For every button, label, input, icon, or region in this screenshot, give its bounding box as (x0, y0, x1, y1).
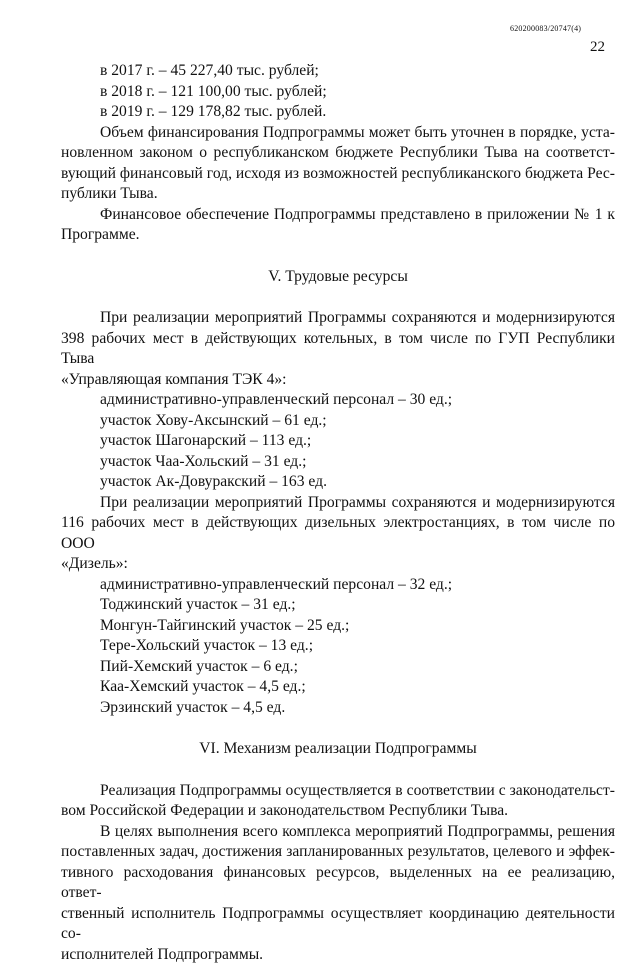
funding-year-item: в 2019 г. – 129 178,82 тыс. рублей. (61, 102, 615, 123)
paragraph-line: «Дизель»: (61, 554, 615, 575)
paragraph-line: «Управляющая компания ТЭК 4»: (61, 370, 615, 391)
list-item: Тоджинский участок – 31 ед.; (61, 595, 615, 616)
paragraph-line: исполнителей Подпрограммы. (61, 945, 615, 965)
funding-year-item: в 2018 г. – 121 100,00 тыс. рублей; (61, 82, 615, 103)
paragraph-line: Объем финансирования Подпрограммы может быть уточнен в порядке, уста- (61, 123, 615, 144)
list-item: участок Хову-Аксынский – 61 ед.; (61, 411, 615, 432)
list-item: административно-управленческий персонал – 32 ед.; (61, 575, 615, 596)
paragraph-line: ственный исполнитель Подпрограммы осуществляет координацию деятельности со- (61, 904, 615, 945)
appendix-reference-paragraph (61, 205, 615, 246)
paragraph-line: Реализация Подпрограммы осуществляется в соответствии с законодательст- (61, 781, 615, 802)
funding-by-year-list (61, 61, 615, 123)
boiler-workplaces-list (61, 390, 615, 493)
list-item: участок Шагонарский – 113 ед.; (61, 431, 615, 452)
page-body (61, 61, 615, 965)
list-item: Пий-Хемский участок – 6 ед.; (61, 657, 615, 678)
paragraph-line: 398 рабочих мест в действующих котельных, в том числе по ГУП Республики Тыва (61, 329, 615, 370)
paragraph-line: Программе. (61, 225, 615, 246)
paragraph-line: При реализации мероприятий Программы сохраняются и модернизируются (61, 493, 615, 514)
funding-volume-paragraph (61, 123, 615, 205)
list-item: Монгун-Тайгинский участок – 25 ед.; (61, 616, 615, 637)
section-heading-labor-resources: V. Трудовые ресурсы (61, 267, 615, 288)
legislation-paragraph (61, 781, 615, 822)
list-item: Каа-Хемский участок – 4,5 ед.; (61, 677, 615, 698)
boilers-paragraph (61, 308, 615, 390)
paragraph-line: вующий финансовый год, исходя из возможностей республиканского бюджета Рес- (61, 164, 615, 185)
paragraph-line: тивного расходования финансовых ресурсов, выделенных на ее реализацию, ответ- (61, 863, 615, 904)
coordination-paragraph (61, 822, 615, 965)
list-item: участок Ак-Довуракский – 163 ед. (61, 472, 615, 493)
list-item: Эрзинский участок – 4,5 ед. (61, 698, 615, 719)
diesel-paragraph (61, 493, 615, 575)
diesel-workplaces-list (61, 575, 615, 719)
document-id: 620200083/20747(4) (510, 24, 581, 33)
funding-year-item: в 2017 г. – 45 227,40 тыс. рублей; (61, 61, 615, 82)
paragraph-line: Финансовое обеспечение Подпрограммы представлено в приложении № 1 к (61, 205, 615, 226)
paragraph-line: 116 рабочих мест в действующих дизельных электростанциях, в том числе по ООО (61, 513, 615, 554)
paragraph-line: В целях выполнения всего комплекса мероприятий Подпрограммы, решения (61, 822, 615, 843)
section-heading-implementation-mechanism: VI. Механизм реализации Подпрограммы (61, 739, 615, 760)
paragraph-line: публики Тыва. (61, 184, 615, 205)
list-item: Тере-Хольский участок – 13 ед.; (61, 636, 615, 657)
page-number: 22 (590, 39, 605, 56)
paragraph-line: При реализации мероприятий Программы сохраняются и модернизируются (61, 308, 615, 329)
list-item: участок Чаа-Хольский – 31 ед.; (61, 452, 615, 473)
paragraph-line: вом Российской Федерации и законодательством Республики Тыва. (61, 801, 615, 822)
paragraph-line: поставленных задач, достижения запланированных результатов, целевого и эффек- (61, 842, 615, 863)
list-item: административно-управленческий персонал – 30 ед.; (61, 390, 615, 411)
paragraph-line: новленном законом о республиканском бюджете Республики Тыва на соответст- (61, 143, 615, 164)
